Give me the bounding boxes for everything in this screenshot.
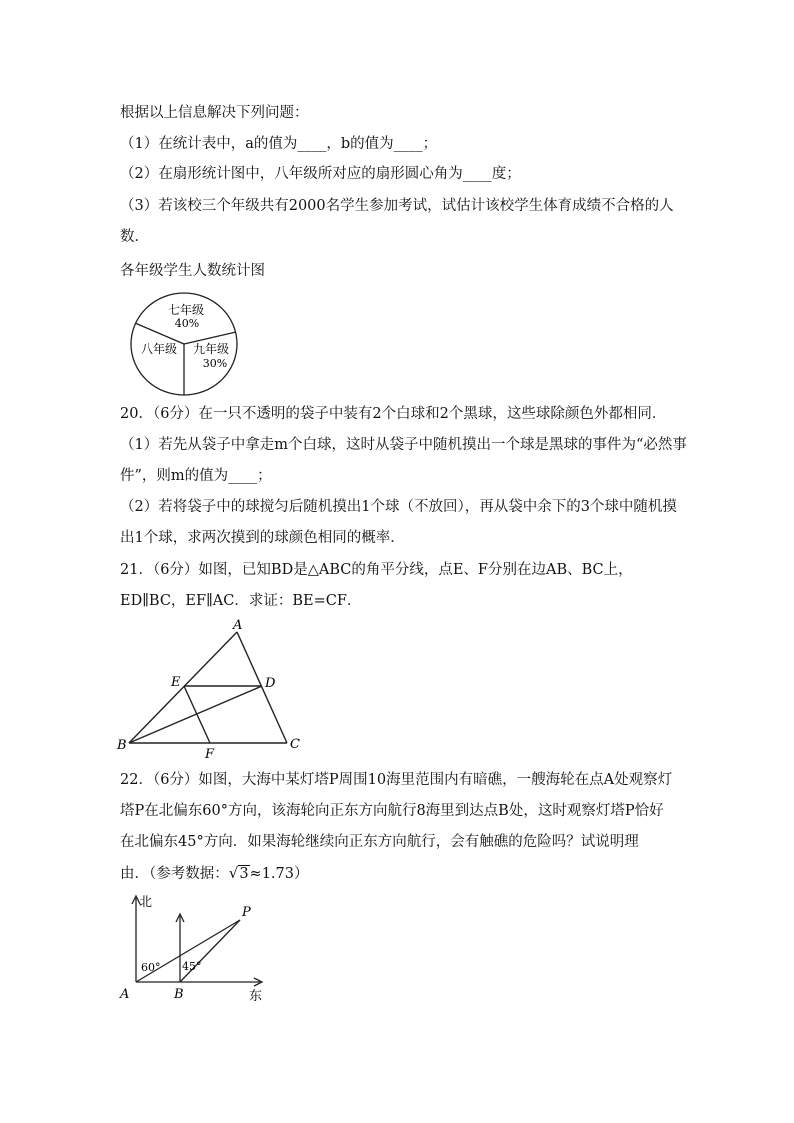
problem-22-line3: 在北偏东45°方向．如果海轮继续向正东方向航行，会有触礁的危险吗？试说明理	[120, 834, 639, 850]
intro-line: 根据以上信息解决下列问题：	[120, 105, 309, 121]
segment-AB	[129, 632, 237, 743]
angle-45-label: 45°	[182, 960, 202, 973]
label-B: B	[174, 987, 184, 1002]
sqrt-radicand: 3	[239, 866, 249, 882]
triangle-figure	[112, 614, 312, 762]
pie-chart	[128, 290, 240, 398]
problem-22-line2: 塔P在北偏东60°方向，该海轮向正东方向航行8海里到达点B处，这时观察灯塔P恰好	[120, 803, 664, 819]
pie-label-grade7: 七年级	[167, 303, 205, 317]
problem-21-line2: ED∥BC，EF∥AC．求证：BE=CF．	[120, 593, 362, 609]
segment-EF	[184, 686, 210, 743]
pie-label-grade8: 八年级	[140, 342, 178, 356]
label-E: E	[171, 675, 181, 690]
problem-20: 20．（6分）在一只不透明的袋子中装有2个白球和2个黑球，这些球除颜色外都相同．	[120, 406, 667, 422]
north-label: 北	[139, 895, 153, 910]
question-1: （1）在统计表中，a的值为____，b的值为____；	[120, 136, 438, 152]
question-3-line1: （3）若该校三个年级共有2000名学生参加考试，试估计该校学生体育成绩不合格的人	[120, 198, 674, 214]
label-C: C	[290, 737, 300, 752]
problem-22-line1: 22．（6分）如图，大海中某灯塔P周围10海里范围内有暗礁，一艘海轮在点A处观察灯	[120, 772, 673, 788]
label-A: A	[233, 618, 243, 633]
problem-22-line4	[120, 863, 308, 884]
problem-20-part1-line2: 件”，则m的值为____；	[120, 468, 272, 484]
label-D: D	[265, 676, 276, 691]
label-P: P	[242, 905, 251, 920]
label-A: A	[120, 987, 130, 1002]
reference-suffix: ≈1.73）	[249, 866, 309, 882]
label-B: B	[117, 738, 127, 753]
pie-pct-grade9: 30%	[202, 357, 228, 370]
pie-chart-title: 各年级学生人数统计图	[120, 263, 265, 279]
pie-label-grade9: 九年级	[192, 342, 230, 356]
problem-20-part1-line1: （1）若先从袋子中拿走m个白球，这时从袋子中随机摸出一个球是黑球的事件为“必然事	[120, 437, 687, 453]
segment-BD	[129, 686, 262, 743]
problem-21-line1: 21．（6分）如图，已知BD是△ABC的角平分线，点E、F分别在边AB、BC上，	[120, 562, 633, 578]
segment-AC	[237, 632, 287, 743]
problem-20-part2-line2: 出1个球，求两次摸到的球颜色相同的概率．	[120, 530, 405, 546]
reference-prefix: 由．（参考数据：	[120, 866, 229, 882]
question-2: （2）在扇形统计图中，八年级所对应的扇形圆心角为____度；	[120, 166, 521, 182]
east-label: 东	[249, 989, 263, 1004]
navigation-figure	[112, 890, 272, 1006]
angle-60-label: 60°	[141, 961, 161, 974]
label-F: F	[205, 747, 215, 762]
sqrt-symbol: √	[228, 864, 239, 882]
question-3-line2: 数．	[120, 229, 149, 245]
pie-pct-grade7: 40%	[174, 317, 200, 330]
problem-20-part2-line1: （2）若将袋子中的球搅匀后随机摸出1个球（不放回），再从袋中余下的3个球中随机摸	[120, 499, 677, 515]
